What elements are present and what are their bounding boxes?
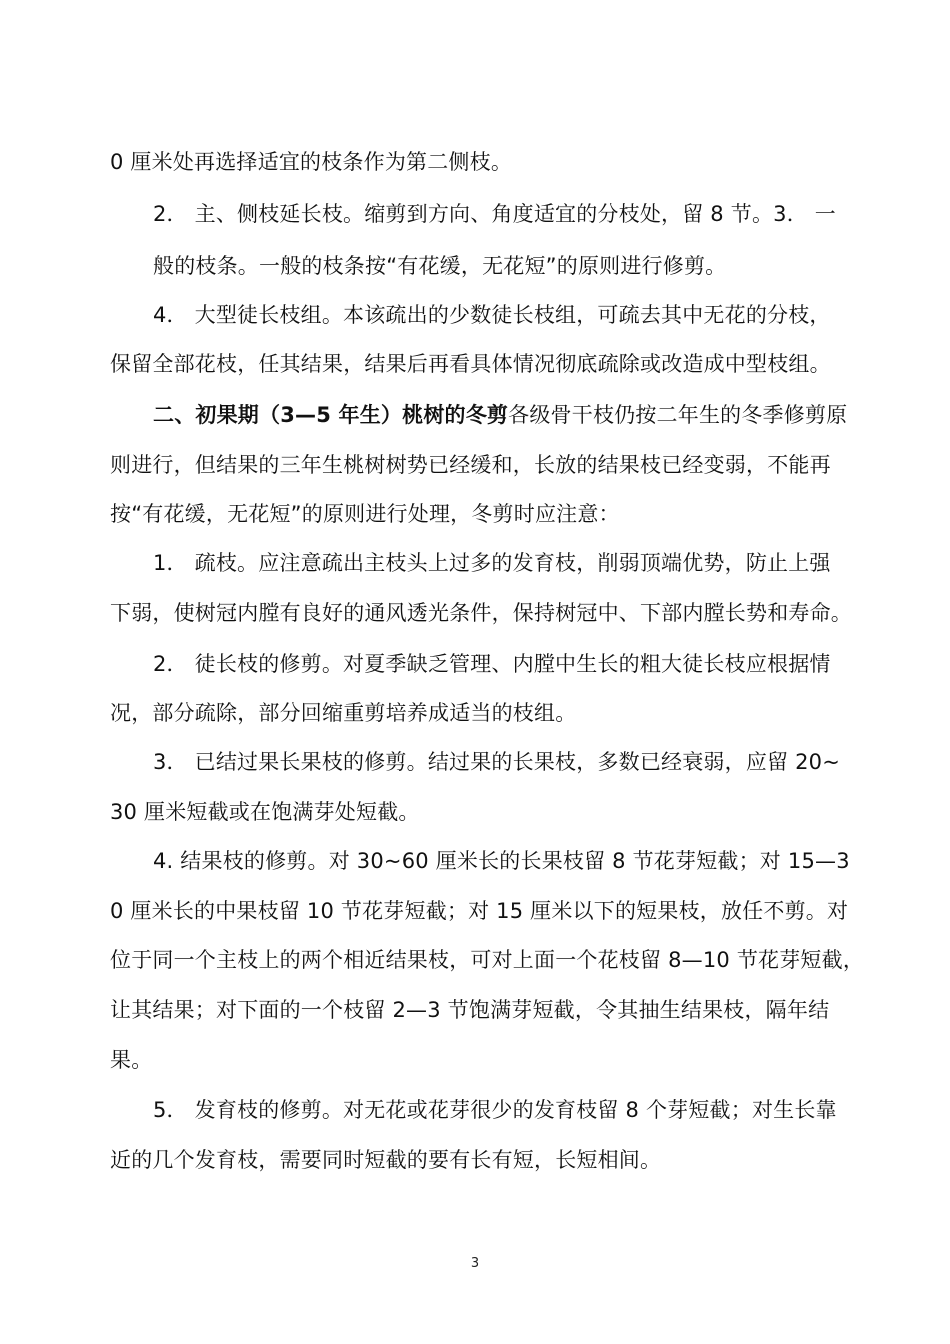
text-line: 0 厘米处再选择适宜的枝条作为第二侧枝。 — [110, 150, 513, 174]
text-line: 则进行，但结果的三年生桃树树势已经缓和，长放的结果枝已经变弱，不能再 — [110, 453, 831, 477]
text-line: 位于同一个主枝上的两个相近结果枝，可对上面一个花枝留 8—10 节花芽短截， — [110, 948, 865, 972]
text-line: 5． 发育枝的修剪。对无花或花芽很少的发育枝留 8 个芽短截；对生长靠 — [153, 1098, 837, 1122]
text-line: 1． 疏枝。应注意疏出主枝头上过多的发育枝，削弱顶端优势，防止上强 — [153, 551, 831, 575]
text-line: 30 厘米短截或在饱满芽处短截。 — [110, 800, 420, 824]
text-line: 4． 大型徒长枝组。本该疏出的少数徒长枝组，可疏去其中无花的分枝， — [153, 303, 831, 327]
text-line: 3． 已结过果长果枝的修剪。结过果的长果枝，多数已经衰弱，应留 20~ — [153, 750, 841, 774]
text-line: 4. 结果枝的修剪。对 30~60 厘米长的长果枝留 8 节花芽短截；对 15—3 — [153, 849, 850, 873]
text-line: 近的几个发育枝，需要同时短截的要有长有短，长短相间。 — [110, 1148, 662, 1172]
text-line: 下弱，使树冠内膛有良好的通风透光条件，保持树冠中、下部内膛长势和寿命。 — [110, 601, 852, 625]
section-heading: 二、初果期（3—5 年生）桃树的冬剪 — [153, 403, 509, 427]
text-run: 各级骨干枝仍按二年生的冬季修剪原 — [508, 403, 848, 427]
text-line: 2． 主、侧枝延长枝。缩剪到方向、角度适宜的分枝处，留 8 节。3． 一 — [153, 202, 836, 226]
page-number: 3 — [470, 1256, 480, 1271]
text-line: 2． 徒长枝的修剪。对夏季缺乏管理、内膛中生长的粗大徒长枝应根据情 — [153, 652, 831, 676]
section-heading-line — [153, 400, 893, 430]
text-line: 保留全部花枝，任其结果，结果后再看具体情况彻底疏除或改造成中型枝组。 — [110, 352, 831, 376]
text-line: 况，部分疏除，部分回缩重剪培养成适当的枝组。 — [110, 701, 577, 725]
text-line: 0 厘米长的中果枝留 10 节花芽短截；对 15 厘米以下的短果枝，放任不剪。对 — [110, 899, 849, 923]
text-line: 按“有花缓，无花短”的原则进行处理，冬剪时应注意： — [110, 502, 620, 526]
text-line: 让其结果；对下面的一个枝留 2—3 节饱满芽短截，令其抽生结果枝，隔年结 — [110, 998, 830, 1022]
text-line: 般的枝条。一般的枝条按“有花缓，无花短”的原则进行修剪。 — [153, 254, 727, 278]
text-line: 果。 — [110, 1048, 153, 1072]
